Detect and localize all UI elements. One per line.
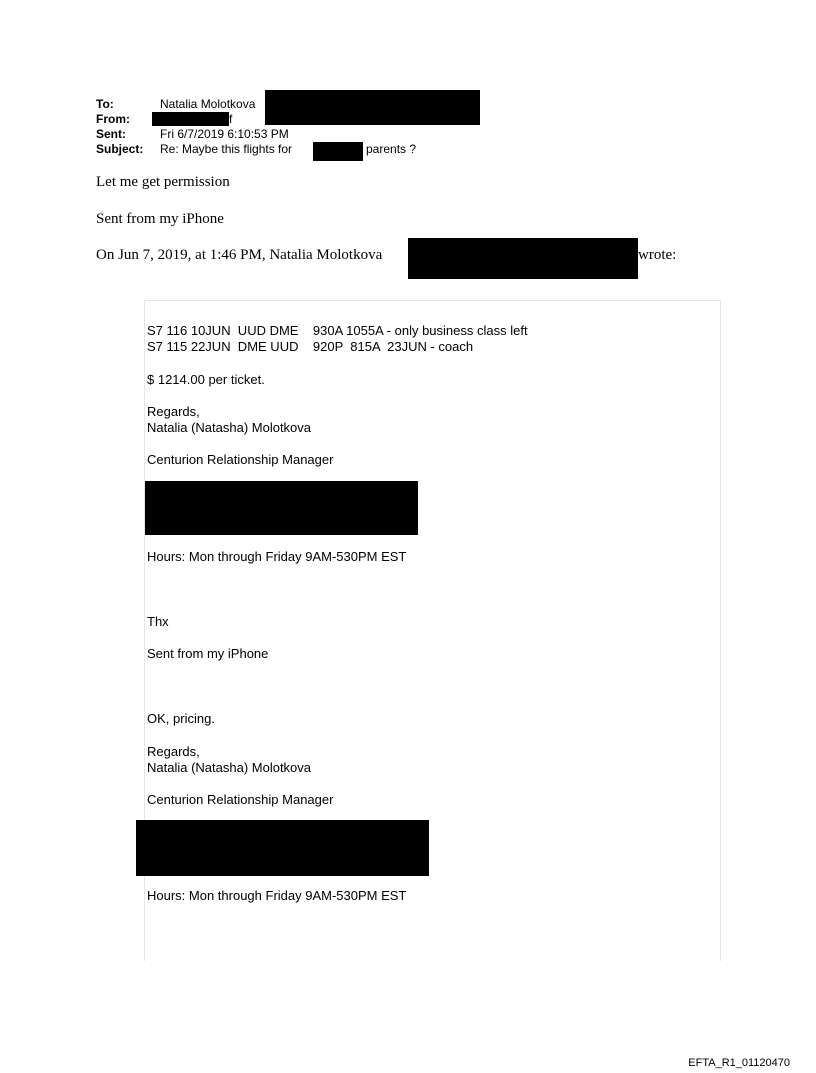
redaction-from <box>152 112 229 126</box>
quote-intro: On Jun 7, 2019, at 1:46 PM, Natalia Molotkova <box>96 247 383 263</box>
flight-line-1: S7 116 10JUN UUD DME 930A 1055A - only business class left <box>147 323 528 338</box>
reply-signature: Sent from my iPhone <box>96 211 224 227</box>
ok-pricing-line: OK, pricing. <box>147 711 215 726</box>
flight-line-2: S7 115 22JUN DME UUD 920P 815A 23JUN - coach <box>147 339 474 354</box>
redaction-quote-email <box>408 238 638 279</box>
regards-2: Regards, <box>147 744 200 759</box>
to-label: To: <box>96 97 114 111</box>
redaction-subject-name <box>313 142 363 161</box>
to-value: Natalia Molotkova <box>160 97 256 111</box>
hours-2: Hours: Mon through Friday 9AM-530PM EST <box>147 888 407 903</box>
sent-from-iphone: Sent from my iPhone <box>147 646 269 661</box>
sender-name-2: Natalia (Natasha) Molotkova <box>147 760 312 775</box>
sender-title-1: Centurion Relationship Manager <box>147 452 334 467</box>
redaction-contact-1 <box>145 481 418 535</box>
regards-1: Regards, <box>147 404 200 419</box>
redaction-contact-2 <box>136 820 429 876</box>
thx-line: Thx <box>147 614 169 629</box>
subject-value-prefix: Re: Maybe this flights for <box>160 142 293 156</box>
document-id: EFTA_R1_01120470 <box>688 1057 790 1069</box>
from-label: From: <box>96 112 130 126</box>
sent-value: Fri 6/7/2019 6:10:53 PM <box>160 127 289 141</box>
subject-value-suffix: parents ? <box>366 142 417 156</box>
hours-1: Hours: Mon through Friday 9AM-530PM EST <box>147 549 407 564</box>
sender-name-1: Natalia (Natasha) Molotkova <box>147 420 312 435</box>
from-value: f <box>229 112 233 126</box>
redaction-to-email <box>265 90 480 125</box>
reply-line: Let me get permission <box>96 174 230 190</box>
quote-intro-end: wrote: <box>638 247 677 263</box>
subject-label: Subject: <box>96 142 144 156</box>
price-line: $ 1214.00 per ticket. <box>147 372 265 387</box>
sender-title-2: Centurion Relationship Manager <box>147 792 334 807</box>
sent-label: Sent: <box>96 127 126 141</box>
